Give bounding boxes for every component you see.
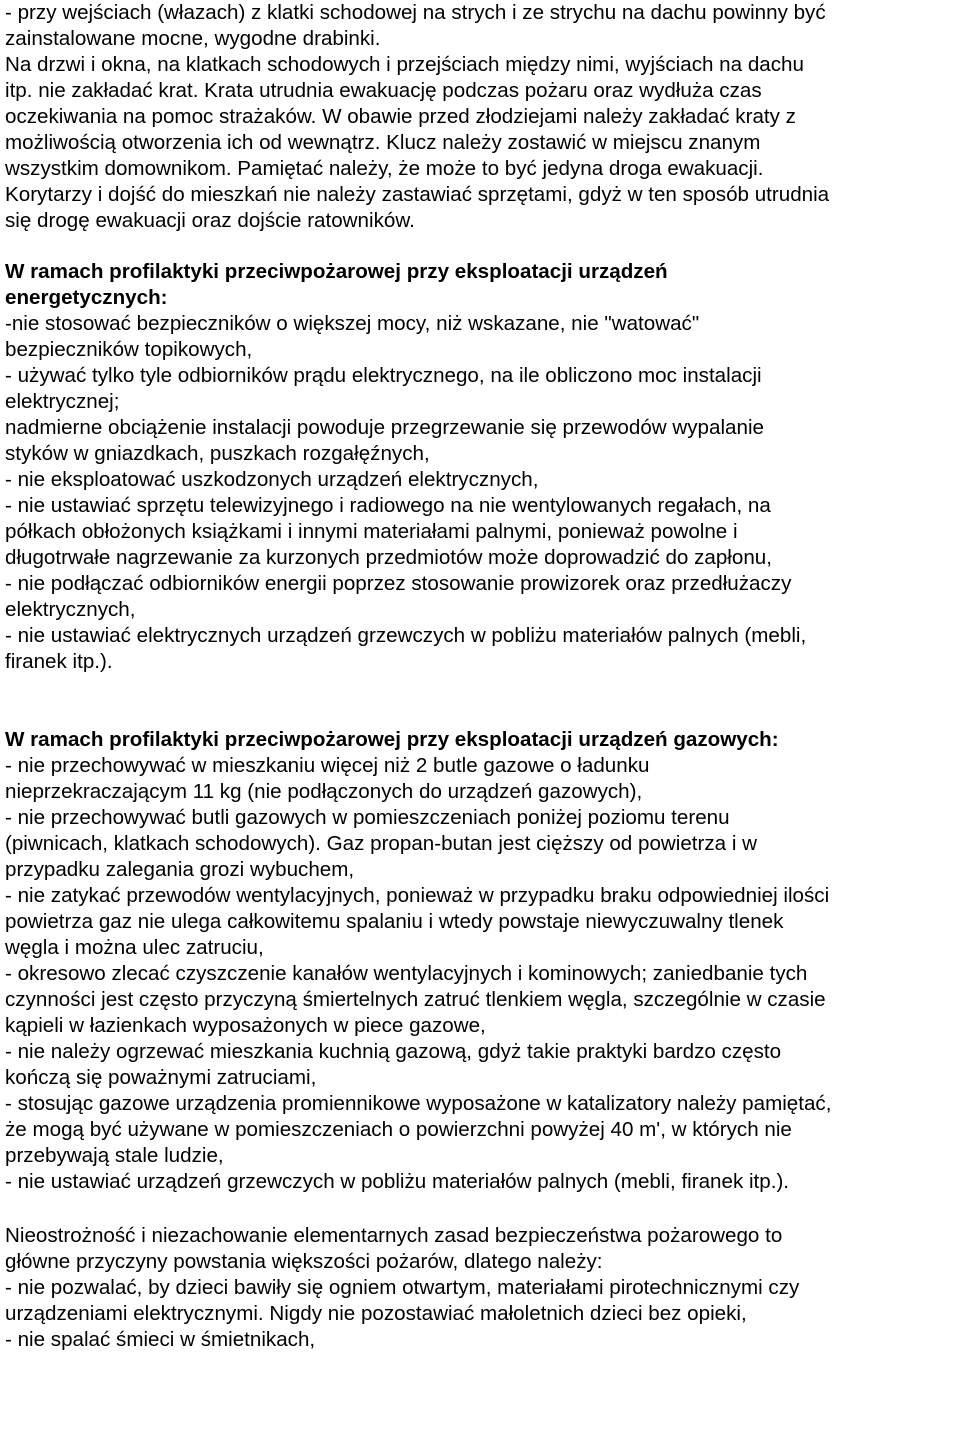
text-line: - okresowo zlecać czyszczenie kanałów wentylacyjnych i kominowych; zaniedbanie tych xyxy=(5,962,808,985)
intro-paragraph xyxy=(5,0,955,234)
text-line: zainstalowane mocne, wygodne drabinki. xyxy=(5,27,381,50)
text-line: powietrza gaz nie ulega całkowitemu spalaniu i wtedy powstaje niewyczuwalny tlenek xyxy=(5,910,784,933)
text-line: Na drzwi i okna, na klatkach schodowych i przejściach między nimi, wyjściach na dachu xyxy=(5,53,804,76)
document-page xyxy=(5,0,955,1353)
text-line: elektrycznej; xyxy=(5,390,120,413)
text-line: - nie podłączać odbiorników energii poprzez stosowanie prowizorek oraz przedłużaczy xyxy=(5,572,792,595)
text-line: itp. nie zakładać krat. Krata utrudnia ewakuację podczas pożaru oraz wydłuża czas xyxy=(5,79,762,102)
text-line: bezpieczników topikowych, xyxy=(5,338,253,361)
text-line: (piwnicach, klatkach schodowych). Gaz propan-butan jest cięższy od powietrza i w xyxy=(5,832,758,855)
text-line: - nie pozwalać, by dzieci bawiły się ogniem otwartym, materiałami pirotechnicznymi czy xyxy=(5,1276,800,1299)
text-line: czynności jest często przyczyną śmiertelnych zatruć tlenkiem węgla, szczególnie w czasie xyxy=(5,988,826,1011)
text-line: - nie należy ogrzewać mieszkania kuchnią gazową, gdyż takie praktyki bardzo często xyxy=(5,1040,782,1063)
text-line: możliwością otworzenia ich od wewnątrz. Klucz należy zostawić w miejscu znanym xyxy=(5,131,761,154)
section-heading: energetycznych: xyxy=(5,286,168,309)
text-line: firanek itp.). xyxy=(5,650,113,673)
text-line: węgla i można ulec zatruciu, xyxy=(5,936,264,959)
text-line: oczekiwania na pomoc strażaków. W obawie przed złodziejami należy zakładać kraty z xyxy=(5,105,796,128)
paragraph-spacer xyxy=(5,234,955,259)
text-line: Nieostrożność i niezachowanie elementarnych zasad bezpieczeństwa pożarowego to xyxy=(5,1224,783,1247)
gas-section xyxy=(5,727,955,1195)
text-line: - używać tylko tyle odbiorników prądu elektrycznego, na ile obliczono moc instalacji xyxy=(5,364,762,387)
text-line: długotrwałe nagrzewanie za kurzonych przedmiotów może doprowadzić do zapłonu, xyxy=(5,546,772,569)
text-line: że mogą być używane w pomieszczeniach o powierzchni powyżej 40 m', w których nie xyxy=(5,1118,792,1141)
paragraph-spacer xyxy=(5,1195,955,1223)
energy-section xyxy=(5,259,955,675)
text-line: nadmierne obciążenie instalacji powoduje przegrzewanie się przewodów wypalanie xyxy=(5,416,764,439)
text-line: - nie przechowywać w mieszkaniu więcej niż 2 butle gazowe o ładunku xyxy=(5,754,650,777)
text-line: - przy wejściach (włazach) z klatki schodowej na strych i ze strychu na dachu powinny być xyxy=(5,1,826,24)
text-line: - nie zatykać przewodów wentylacyjnych, ponieważ w przypadku braku odpowiedniej ilości xyxy=(5,884,830,907)
text-line: kąpieli w łazienkach wyposażonych w piece gazowe, xyxy=(5,1014,486,1037)
text-line: kończą się poważnymi zatruciami, xyxy=(5,1066,317,1089)
text-line: półkach obłożonych książkami i innymi materiałami palnymi, ponieważ powolne i xyxy=(5,520,738,543)
paragraph-spacer xyxy=(5,675,955,727)
section-heading: W ramach profilaktyki przeciwpożarowej przy eksploatacji urządzeń gazowych: xyxy=(5,728,779,751)
text-line: -nie stosować bezpieczników o większej mocy, niż wskazane, nie "watować" xyxy=(5,312,700,335)
text-line: Korytarzy i dojść do mieszkań nie należy zastawiać sprzętami, gdyż w ten sposób utrudnia xyxy=(5,183,830,206)
text-line: się drogę ewakuacji oraz dojście ratowników. xyxy=(5,209,415,232)
text-line: - nie przechowywać butli gazowych w pomieszczeniach poniżej poziomu terenu xyxy=(5,806,730,829)
text-line: główne przyczyny powstania większości pożarów, dlatego należy: xyxy=(5,1250,603,1273)
text-line: elektrycznych, xyxy=(5,598,136,621)
text-line: nieprzekraczającym 11 kg (nie podłączonych do urządzeń gazowych), xyxy=(5,780,643,803)
general-section xyxy=(5,1223,955,1353)
section-heading: W ramach profilaktyki przeciwpożarowej przy eksploatacji urządzeń xyxy=(5,260,668,283)
text-line: styków w gniazdkach, puszkach rozgałęźnych, xyxy=(5,442,430,465)
text-line: - nie ustawiać elektrycznych urządzeń grzewczych w pobliżu materiałów palnych (mebli, xyxy=(5,624,807,647)
text-line: - nie ustawiać sprzętu telewizyjnego i radiowego na nie wentylowanych regałach, na xyxy=(5,494,771,517)
text-line: wszystkim domownikom. Pamiętać należy, że może to być jedyna droga ewakuacji. xyxy=(5,157,764,180)
text-line: - nie ustawiać urządzeń grzewczych w pobliżu materiałów palnych (mebli, firanek itp.). xyxy=(5,1170,790,1193)
text-line: - nie spalać śmieci w śmietnikach, xyxy=(5,1328,316,1351)
text-line: przebywają stale ludzie, xyxy=(5,1144,224,1167)
text-line: - stosując gazowe urządzenia promiennikowe wyposażone w katalizatory należy pamiętać, xyxy=(5,1092,832,1115)
text-line: - nie eksploatować uszkodzonych urządzeń elektrycznych, xyxy=(5,468,539,491)
text-line: urządzeniami elektrycznymi. Nigdy nie pozostawiać małoletnich dzieci bez opieki, xyxy=(5,1302,747,1325)
text-line: przypadku zalegania grozi wybuchem, xyxy=(5,858,355,881)
